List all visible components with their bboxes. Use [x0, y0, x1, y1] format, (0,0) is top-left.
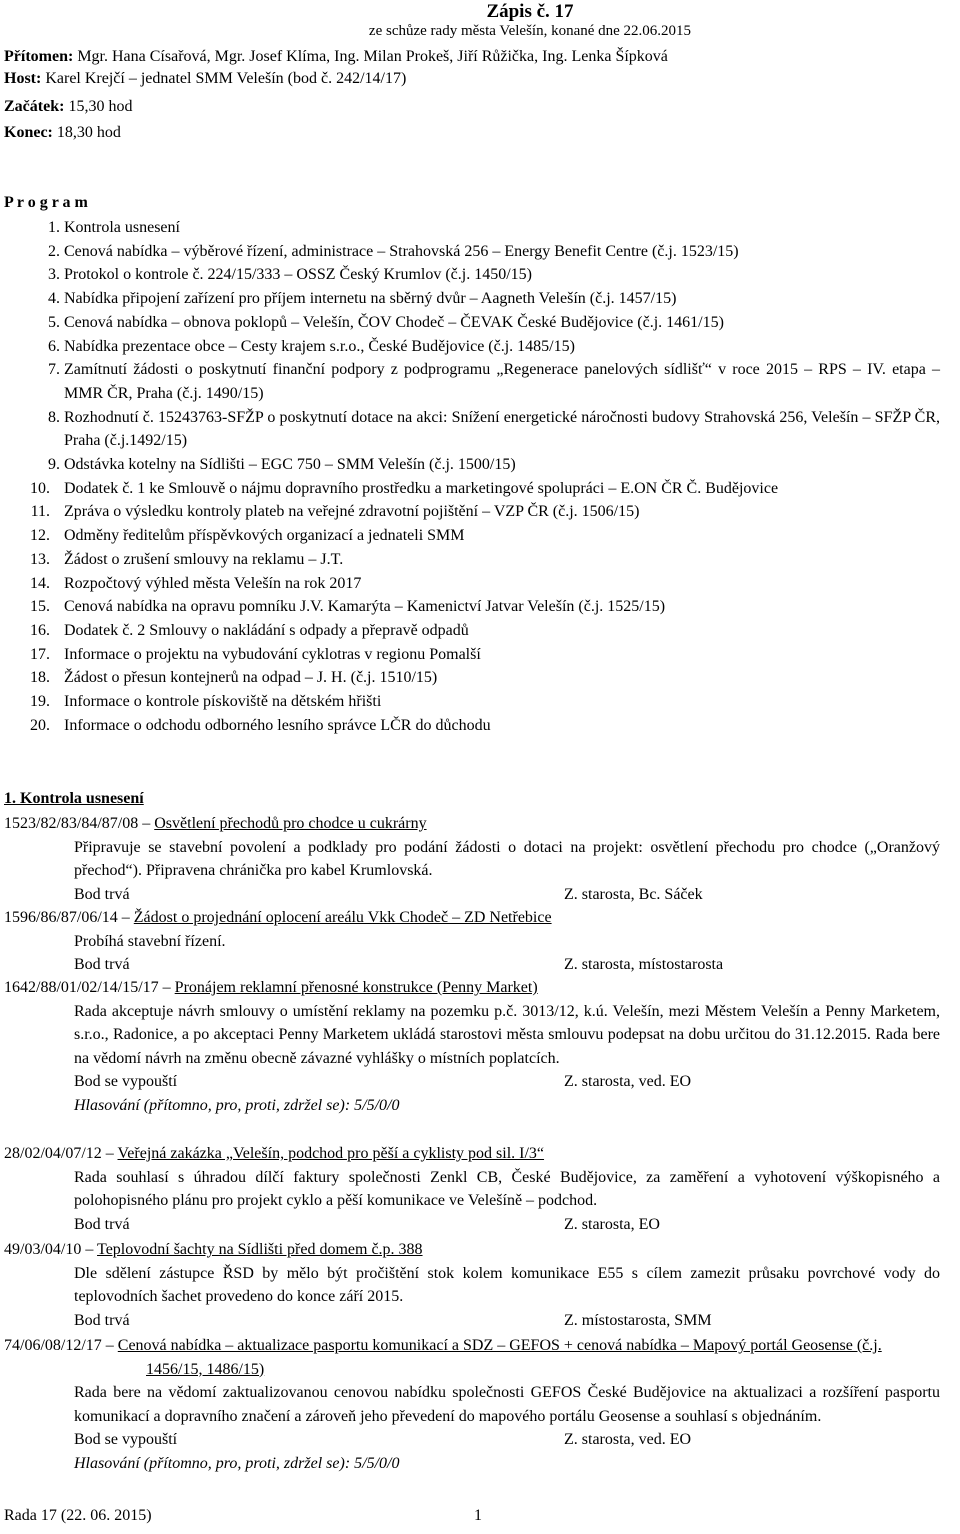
list-item: 17. Informace o projektu na vybudování cyklotras v regionu Pomalší — [30, 645, 481, 663]
host-line — [4, 68, 406, 90]
document-title: Zápis č. 17 — [486, 1, 574, 22]
list-item: 19. Informace o kontrole pískoviště na dětském hřišti — [30, 693, 382, 711]
program-heading: P r o g r a m — [4, 194, 88, 211]
list-item: 10. Dodatek č. 1 ke Smlouvě o nájmu dopravního prostředku a marketingové spolupráci – E.ON ČR Č. Budějovice — [30, 479, 779, 497]
resolution-title: Osvětlení přechodů pro chodce u cukrárny — [154, 815, 427, 832]
resolution-responsible: Z. starosta, místostarosta — [564, 956, 724, 973]
list-item: 15. Cenová nabídka na opravu pomníku J.V. Kamarýta – Kamenictví Jatvar Velešín (č.j. 1525/15) — [30, 598, 666, 616]
resolution-text: Rada akceptuje návrh smlouvy o umístění reklamy na pozemku p.č. 3013/12, k.ú. Velešín, mezi Městem Velešín a Penny Marketem, s.r.o., Radonice, a po akceptaci Penny Marketem ukládá starostovi města smlouvu podepsat na dobu určitou do 31.12.2015. Rada bere na vědomí návrh na změnu obecně závazné vyhlášky o místních poplatcích. — [74, 1002, 940, 1067]
resolution-block — [4, 1334, 940, 1475]
list-item: 3. Protokol o kontrole č. 224/15/333 – OSSZ Český Krumlov (č.j. 1450/15) — [48, 266, 532, 284]
present-line — [4, 46, 668, 68]
resolution-text: Probíhá stavební řízení. — [74, 932, 226, 950]
resolution-status: Bod se vypouští — [74, 1431, 178, 1448]
resolution-text: Připravuje se stavební povolení a podklady pro podání žádosti o dotaci na projekt: osvětlení přechodu pro chodce („Oranžový přechod“). Připravena chránička pro kabel Krumlovská. — [74, 838, 940, 879]
resolution-title: Veřejná zakázka „Velešín, podchod pro pěší a cyklisty pod sil. I/3“ — [117, 1145, 545, 1162]
list-item: 4. Nabídka připojení zařízení pro příjem internetu na sběrný dvůr – Aagneth Velešín (č.j. 1457/15) — [48, 290, 677, 308]
start-line — [4, 96, 132, 118]
resolution-code: 1596/86/87/06/14 – — [4, 909, 134, 926]
resolution-text: Dle sdělení zástupce ŘSD by mělo být pročištění stok kolem komunikace E55 s cílem zamezit průsaku povrchové vody do teplovodních šachet provedeno do konce září 2015. — [74, 1264, 940, 1305]
resolution-block — [4, 1142, 940, 1236]
page-footer — [4, 1507, 482, 1525]
list-item: 7. Zamítnutí žádosti o poskytnutí finanční podpory z podprogramu „Regenerace panelových sídlišť“ v roce 2015 – RPS – IV. etapa – MMR ČR, Praha (č.j. 1490/15) — [48, 361, 940, 402]
list-item: 12. Odměny ředitelům příspěvkových organizací a jednateli SMM — [30, 527, 465, 545]
list-item: 9. Odstávka kotelny na Sídlišti – EGC 750 – SMM Velešín (č.j. 1500/15) — [48, 456, 516, 474]
host-value: Karel Krejčí – jednatel SMM Velešín (bod č. 242/14/17) — [41, 70, 407, 87]
start-label: Začátek: — [4, 98, 65, 115]
resolution-code: 1642/88/01/02/14/15/17 – — [4, 979, 175, 996]
list-item: 1. Kontrola usnesení — [48, 219, 180, 236]
resolution-block — [4, 906, 940, 977]
resolution-status: Bod trvá — [74, 885, 130, 903]
footer-meeting: Rada 17 (22. 06. 2015) — [4, 1507, 152, 1524]
list-item: 11. Zpráva o výsledku kontroly plateb na veřejné zdravotní pojištění – VZP ČR (č.j. 1506/15) — [30, 503, 640, 521]
list-item: 8. Rozhodnutí č. 15243763-SFŽP o poskytnutí dotace na akci: Snížení energetické náročnosti budovy Strahovská 256, Velešín – SFŽP ČR, Praha (č.j.1492/15) — [48, 408, 940, 450]
resolution-block — [4, 976, 940, 1117]
list-item: 5. Cenová nabídka – obnova poklopů – Velešín, ČOV Chodeč – ČEVAK České Budějovice (č.j. 1461/15) — [48, 313, 724, 331]
resolution-code: 28/02/04/07/12 – — [4, 1145, 118, 1162]
page-number: 1 — [474, 1507, 482, 1524]
resolution-title: Žádost o projednání oplocení areálu Vkk Chodeč – ZD Netřebice — [133, 909, 552, 926]
resolution-title: Pronájem reklamní přenosné konstrukce (Penny Market) — [174, 979, 538, 996]
list-item: 16. Dodatek č. 2 Smlouvy o nakládání s odpady a přepravě odpadů — [30, 621, 469, 639]
end-value: 18,30 hod — [52, 124, 121, 141]
resolution-responsible: Z. starosta, EO — [564, 1215, 660, 1233]
end-label: Konec: — [4, 124, 53, 141]
resolution-text: Rada bere na vědomí zaktualizovanou cenovou nabídku společnosti GEFOS České Budějovice na aktualizaci a rozšíření pasportu komunikací a dopravního značení a zároveň jeho převedení do mapového portálu Geosense a souhlasí s objednáním. — [74, 1384, 940, 1425]
resolution-title: Teplovodní šachty na Sídlišti před domem č.p. 388 — [97, 1241, 423, 1258]
present-value: Mgr. Hana Císařová, Mgr. Josef Klíma, Ing. Milan Prokeš, Jiří Růžička, Ing. Lenka Šípková — [73, 48, 668, 65]
list-item: 6. Nabídka prezentace obce – Cesty krajem s.r.o., České Budějovice (č.j. 1485/15) — [48, 337, 575, 355]
voting-result: Hlasování (přítomno, pro, proti, zdržel se): 5/5/0/0 — [74, 1454, 400, 1472]
list-item: 14. Rozpočtový výhled města Velešín na rok 2017 — [30, 574, 362, 592]
resolution-code: 74/06/08/12/17 – — [4, 1337, 118, 1354]
resolution-text: Rada souhlasí s úhradou dílčí faktury společnosti Zenkl CB, České Budějovice, za zaměření a vyhotovení výškopisného a polohopisného plánu pro projekt cyklo a pěší komunikace ve Velešíně – podchod. — [74, 1168, 940, 1209]
section-heading-kontrola: 1. Kontrola usnesení — [4, 790, 144, 807]
resolution-status: Bod trvá — [74, 1311, 130, 1329]
host-label: Host: — [4, 70, 42, 87]
resolution-code: 49/03/04/10 – — [4, 1241, 98, 1258]
program-list — [0, 216, 940, 737]
resolution-code: 1523/82/83/84/87/08 – — [4, 815, 155, 832]
list-item: 18. Žádost o přesun kontejnerů na odpad – J. H. (č.j. 1510/15) — [30, 669, 438, 687]
resolution-block — [4, 1238, 940, 1332]
resolution-status: Bod trvá — [74, 1215, 130, 1233]
resolution-responsible: Z. starosta, ved. EO — [564, 1073, 692, 1090]
list-item: 20. Informace o odchodu odborného lesního správce LČR do důchodu — [30, 716, 491, 734]
resolution-block — [4, 812, 940, 906]
present-label: Přítomen: — [4, 48, 74, 65]
list-item: 2. Cenová nabídka – výběrové řízení, administrace – Strahovská 256 – Energy Benefit Centre (č.j. 1523/15) — [48, 242, 739, 260]
resolution-title: Cenová nabídka – aktualizace pasportu komunikací a SDZ – GEFOS + cenová nabídka – Mapový portál Geosense (č.j. 1456/15, 1486/15) — [117, 1337, 882, 1378]
resolution-responsible: Z. starosta, ved. EO — [564, 1431, 692, 1448]
end-line — [4, 122, 121, 144]
resolution-responsible: Z. místostarosta, SMM — [564, 1311, 712, 1329]
start-value: 15,30 hod — [64, 98, 133, 115]
resolution-status: Bod trvá — [74, 956, 130, 973]
document-subtitle: ze schůze rady města Velešín, konané dne 22.06.2015 — [368, 23, 692, 39]
list-item: 13. Žádost o zrušení smlouvy na reklamu – J.T. — [30, 550, 344, 568]
resolution-responsible: Z. starosta, Bc. Sáček — [564, 885, 703, 903]
voting-result: Hlasování (přítomno, pro, proti, zdržel se): 5/5/0/0 — [74, 1096, 400, 1114]
resolution-status: Bod se vypouští — [74, 1073, 178, 1090]
